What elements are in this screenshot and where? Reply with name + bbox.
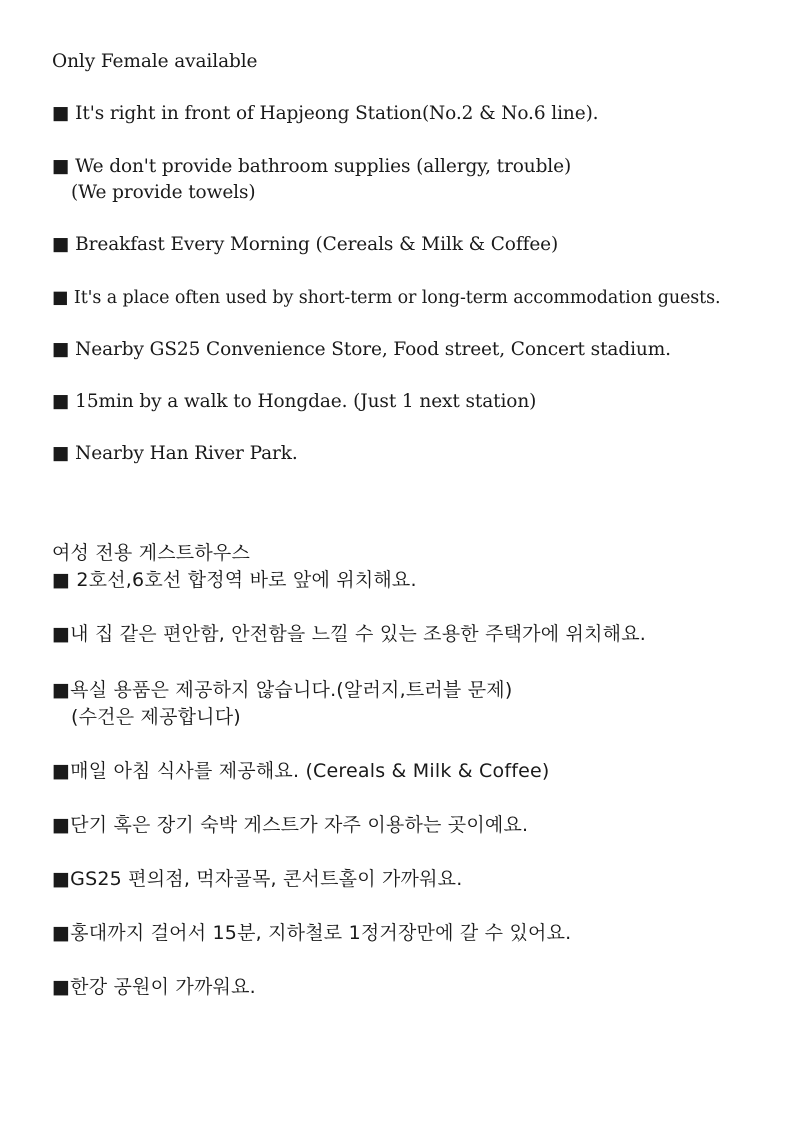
korean-item-guests: ■단기 혹은 장기 숙박 게스트가 자주 이용하는 곳이예요. xyxy=(52,814,529,836)
english-item-nearby-store: ■ Nearby GS25 Convenience Store, Food street, Concert stadium. xyxy=(52,339,671,360)
korean-item-quiet-area: ■내 집 같은 편안함, 안전함을 느낄 수 있는 조용한 주택가에 위치해요. xyxy=(52,623,646,645)
korean-item-nearby-store: ■GS25 편의점, 먹자골목, 콘서트홀이 가까워요. xyxy=(52,868,463,890)
korean-item-station: ■ 2호선,6호선 합정역 바로 앞에 위치해요. xyxy=(52,569,417,591)
korean-item-breakfast: ■매일 아침 식사를 제공해요. (Cereals & Milk & Coffee) xyxy=(52,760,550,782)
korean-heading: 여성 전용 게스트하우스 xyxy=(52,542,251,564)
korean-item-towels: (수건은 제공합니다) xyxy=(71,706,241,728)
korean-item-han-river: ■한강 공원이 가까워요. xyxy=(52,976,256,998)
korean-item-bathroom: ■욕실 용품은 제공하지 않습니다.(알러지,트러블 문제) xyxy=(52,679,513,701)
english-item-hongdae: ■ 15min by a walk to Hongdae. (Just 1 next station) xyxy=(52,391,537,412)
english-item-bathroom: ■ We don't provide bathroom supplies (allergy, trouble) xyxy=(52,156,572,177)
english-item-station: ■ It's right in front of Hapjeong Station(No.2 & No.6 line). xyxy=(52,103,599,124)
english-item-breakfast: ■ Breakfast Every Morning (Cereals & Milk & Coffee) xyxy=(52,234,559,255)
english-item-han-river: ■ Nearby Han River Park. xyxy=(52,443,298,464)
korean-item-hongdae: ■홍대까지 걸어서 15분, 지하철로 1정거장만에 갈 수 있어요. xyxy=(52,922,572,944)
english-item-guests: ■ It's a place often used by short-term or long-term accommodation guests. xyxy=(52,288,721,308)
english-heading: Only Female available xyxy=(52,51,258,72)
english-item-towels: (We provide towels) xyxy=(71,182,256,203)
